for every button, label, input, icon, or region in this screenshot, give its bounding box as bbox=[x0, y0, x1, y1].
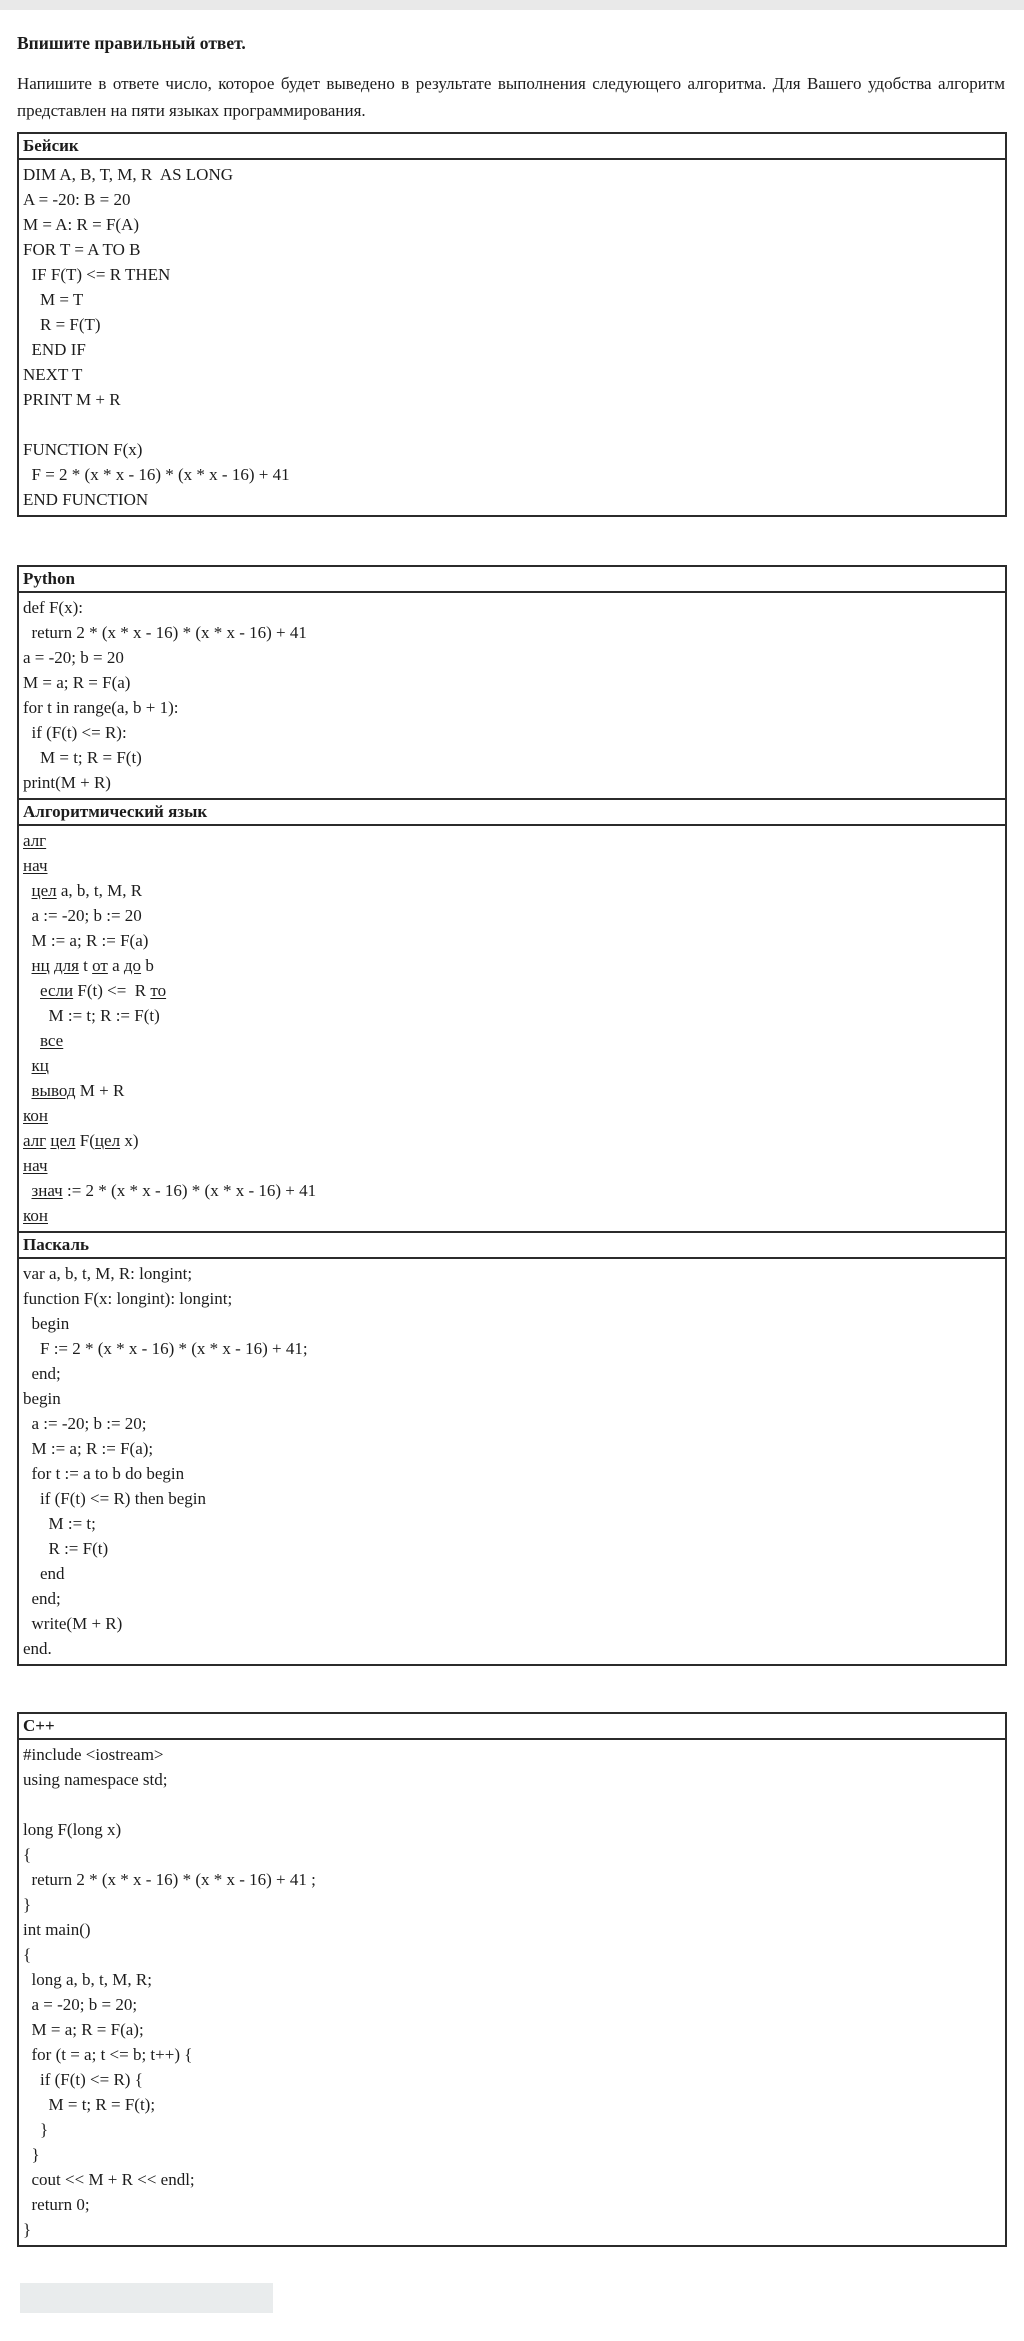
code-line: если F(t) <= R то bbox=[40, 981, 167, 1000]
code-line: print(M + R) bbox=[23, 773, 111, 792]
task-heading: Впишите правильный ответ. bbox=[17, 33, 246, 53]
code-line: if (F(t) <= R): bbox=[23, 723, 127, 742]
code-line: end. bbox=[23, 1639, 52, 1658]
code-line: int main() bbox=[23, 1920, 91, 1939]
code-line: a = -20; b = 20 bbox=[23, 648, 124, 667]
code-line: long F(long x) bbox=[23, 1820, 122, 1839]
code-table-cpp-header: C++ bbox=[19, 1714, 1005, 1740]
code-line: нц для t от a до b bbox=[31, 956, 154, 975]
code-line: A = -20: B = 20 bbox=[23, 190, 131, 209]
code-line: M := a; R := F(a) bbox=[23, 931, 149, 950]
code-line: function F(x: longint): longint; bbox=[23, 1289, 233, 1308]
code-line: все bbox=[40, 1031, 64, 1050]
code-line: } bbox=[23, 1895, 32, 1914]
code-line: { bbox=[23, 1845, 32, 1864]
code-line: нач bbox=[23, 856, 48, 875]
code-line: PRINT M + R bbox=[23, 390, 121, 409]
code-line: a := -20; b := 20; bbox=[23, 1414, 147, 1433]
code-line: return 0; bbox=[23, 2195, 90, 2214]
code-line: знач := 2 * (x * x - 16) * (x * x - 16) + 41 bbox=[31, 1181, 317, 1200]
code-line: IF F(T) <= R THEN bbox=[23, 265, 171, 284]
code-line: if (F(t) <= R) { bbox=[23, 2070, 143, 2089]
code-line: using namespace std; bbox=[23, 1770, 168, 1789]
code-line: } bbox=[23, 2220, 32, 2239]
code-line: end; bbox=[23, 1364, 61, 1383]
code-line: F = 2 * (x * x - 16) * (x * x - 16) + 41 bbox=[23, 465, 290, 484]
code-line: begin bbox=[23, 1314, 70, 1333]
code-line: NEXT T bbox=[23, 365, 83, 384]
code-line: { bbox=[23, 1945, 32, 1964]
code-table-cpp bbox=[17, 1712, 1007, 2247]
code-line: M = t; R = F(t); bbox=[23, 2095, 156, 2114]
code-line bbox=[23, 1792, 1001, 1817]
code-line: begin bbox=[23, 1389, 61, 1408]
code-line: кц bbox=[31, 1056, 49, 1075]
code-line: def F(x): bbox=[23, 598, 83, 617]
code-line: кон bbox=[23, 1206, 48, 1225]
code-line: R = F(T) bbox=[23, 315, 101, 334]
code-line: цел a, b, t, M, R bbox=[31, 881, 143, 900]
code-line: #include <iostream> bbox=[23, 1745, 164, 1764]
code-table-pascal-header: Паскаль bbox=[19, 1231, 1005, 1259]
code-line: end bbox=[23, 1564, 65, 1583]
code-line: M = t; R = F(t) bbox=[23, 748, 142, 767]
code-block-algorithmic bbox=[19, 826, 1005, 1231]
top-bar bbox=[0, 0, 1024, 10]
code-line: var a, b, t, M, R: longint; bbox=[23, 1264, 193, 1283]
code-line: вывод M + R bbox=[31, 1081, 125, 1100]
code-line: } bbox=[23, 2120, 49, 2139]
code-block-basic bbox=[19, 160, 1005, 515]
code-line: M := t; bbox=[23, 1514, 96, 1533]
code-line: нач bbox=[23, 1156, 48, 1175]
code-line: cout << M + R << endl; bbox=[23, 2170, 195, 2189]
code-block-pascal bbox=[19, 1259, 1005, 1664]
code-table-basic-header: Бейсик bbox=[19, 134, 1005, 160]
code-line: M = T bbox=[23, 290, 84, 309]
code-line: } bbox=[23, 2145, 40, 2164]
code-line: for t in range(a, b + 1): bbox=[23, 698, 179, 717]
code-line: алг bbox=[23, 831, 47, 850]
code-line: F := 2 * (x * x - 16) * (x * x - 16) + 41; bbox=[23, 1339, 308, 1358]
code-line: M = A: R = F(A) bbox=[23, 215, 139, 234]
code-line: FOR T = A TO B bbox=[23, 240, 141, 259]
bottom-spacer bbox=[17, 2313, 1007, 2341]
code-line: if (F(t) <= R) then begin bbox=[23, 1489, 207, 1508]
code-line: for (t = a; t <= b; t++) { bbox=[23, 2045, 193, 2064]
code-line: M = a; R = F(a) bbox=[23, 673, 131, 692]
code-line: for t := a to b do begin bbox=[23, 1464, 185, 1483]
code-line: return 2 * (x * x - 16) * (x * x - 16) + 41 ; bbox=[23, 1870, 316, 1889]
task-content bbox=[0, 31, 1024, 2341]
code-line: M := t; R := F(t) bbox=[23, 1006, 160, 1025]
task-description: Напишите в ответе число, которое будет выведено в результате выполнения следующего алгоритма. Для Вашего удобства алгоритм представлен на пяти языках программирования. bbox=[17, 74, 1005, 120]
code-block-cpp bbox=[19, 1740, 1005, 2245]
code-block-python bbox=[19, 593, 1005, 798]
code-line: return 2 * (x * x - 16) * (x * x - 16) + 41 bbox=[23, 623, 307, 642]
code-line: a = -20; b = 20; bbox=[23, 1995, 138, 2014]
code-table-algorithmic-header: Алгоритмический язык bbox=[19, 798, 1005, 826]
code-line: DIM A, B, T, M, R AS LONG bbox=[23, 165, 234, 184]
code-table-basic bbox=[17, 132, 1007, 517]
code-line: END FUNCTION bbox=[23, 490, 149, 509]
code-line: write(M + R) bbox=[23, 1614, 123, 1633]
code-line: long a, b, t, M, R; bbox=[23, 1970, 152, 1989]
code-table-python-header: Python bbox=[19, 567, 1005, 593]
code-line bbox=[23, 412, 1001, 437]
code-line: FUNCTION F(x) bbox=[23, 440, 143, 459]
code-table-python-algo-pascal bbox=[17, 565, 1007, 1666]
code-line: алг цел F(цел x) bbox=[23, 1131, 139, 1150]
code-line: end; bbox=[23, 1589, 61, 1608]
code-line: M := a; R := F(a); bbox=[23, 1439, 154, 1458]
code-line: R := F(t) bbox=[23, 1539, 109, 1558]
code-line: END IF bbox=[23, 340, 86, 359]
code-line: M = a; R = F(a); bbox=[23, 2020, 144, 2039]
code-line: кон bbox=[23, 1106, 48, 1125]
code-line: a := -20; b := 20 bbox=[23, 906, 142, 925]
